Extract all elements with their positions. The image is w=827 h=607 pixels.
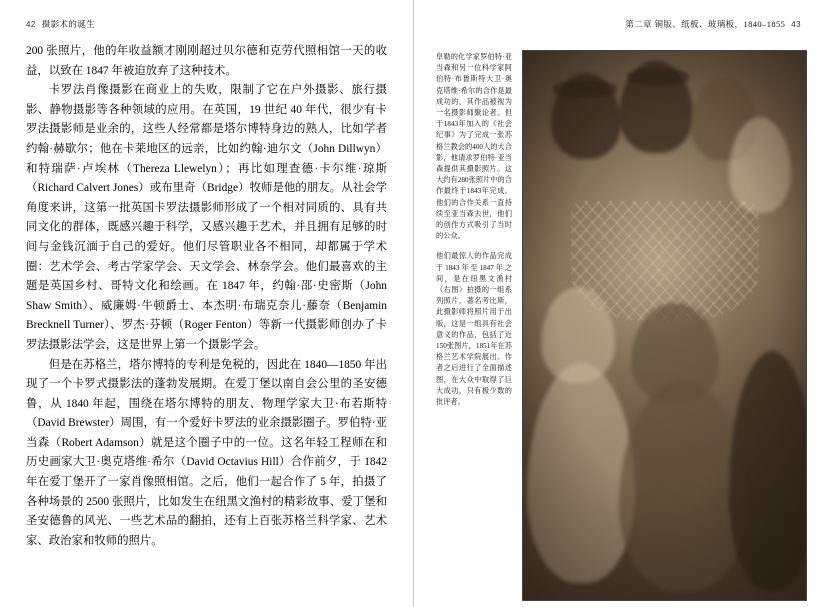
left-running-head-title: 摄影术的诞生 — [41, 19, 96, 29]
right-page — [414, 0, 827, 607]
left-folio: 42 — [26, 20, 36, 29]
margin-note-2: 他们最惊人的作品完成于1843年至1847年之间，是在纽黑文渔村（右图）拍摄的一组系列照片，著名考比斯，此摄影师将照片用于出版，这是一组具有社会意义的作品，包括了近150张图片，1851年在苏格兰艺术学院展出。作者之后进行了全面描述图，在大众中取得了巨大成功，只有极少数的批评者。 — [436, 252, 512, 407]
right-folio: 43 — [791, 20, 801, 29]
margin-note-1: 阜勒的化学家罗伯特·亚当森和另一位科学家阿伯特·布鲁斯特大卫·奥克塔维·希尔的合作是最成功的，其作品被视为一名摄影师聚论者。但于1843年加入的《社会纪事》为了完成一张苏格兰教会的400人的大合影，他请求罗伯特·亚当森提供其摄影照片。这大约有280张照片中的合作最终于1843年完成。他们的合作关系一直持续至亚当森去世，他们的创作方式吸引了当时的公众。 — [436, 53, 512, 241]
left-page — [0, 0, 413, 607]
right-running-head — [436, 18, 801, 32]
paragraph-1: 200 张照片，他的年收益额才刚刚超过贝尔德和克劳代照相馆一天的收益，以致在 1847 年被迫放弃了这种技术。 — [26, 45, 387, 77]
photo-vignette — [523, 51, 806, 600]
right-running-head-title: 第二章 铜版、纸板、玻璃板，1840–1855 — [625, 19, 786, 29]
paragraph-2: 卡罗法肖像摄影在商业上的失败，限制了它在户外摄影、旅行摄影、静物摄影等各种领域的应用。在英国，19 世纪 40 年代，很少有卡罗法摄影师是业余的，这些人经常都是塔尔博特身边的熟人，比如学者约翰·赫歇尔；他在卡莱地区的远亲，比如约翰·迪尔文（John Dillwyn）和特瑞萨·卢埃林（Thereza Llewelyn）；再比如理查德·卡尔维·琼斯（Richard Calvert Jones）或布里奇（Bridge）牧师是他的朋友。从社会学角度来讲，这第一批英国卡罗法摄影师形成了一个相对同质的、具有共同文化的群体，既感兴趣于科学，又感兴趣于艺术，并且拥有足够的时间与金钱沉湎于自己的爱好。他们尽管职业各不相同，却都属于学术圈：艺术学会、考古学家学会、天文学会、林奈学会。他们最喜欢的主题是英国乡村、哥特文化和绘画。在 1847 年，约翰·邵·史密斯（John Shaw Smith）、威廉姆·牛顿爵士、本杰明·布瑞克奈儿·藤奈（Benjamin Brecknell Turner）、罗杰·芬顿（Roger Fenton）等新一代摄影师创办了卡罗法摄影法学会，这是世界上第一个摄影学会。 — [26, 84, 387, 351]
photograph-plate — [522, 50, 807, 601]
left-body-text — [26, 42, 387, 551]
margin-notes-column — [436, 52, 512, 417]
paragraph-3: 但是在苏格兰，塔尔博特的专利是免税的，因此在 1840—1850 年出现了一个卡罗式摄影法的蓬勃发展期。在爱丁堡以南自会公里的圣安德鲁，从 1840 年起，围绕在塔尔博特的朋友、物理学家大卫·布若斯特（David Brewster）周围，有一个爱好卡罗法的业余摄影圈子。罗伯特·亚当森（Robert Adamson）就是这个圈子中的一位。这名年轻工程师在和历史画家大卫·奥克塔维·希尔（David Octavius Hill）合作前夕，于 1842 年在爱丁堡开了一家肖像照相馆。之后，他们一起合作了 5 年，拍摄了各种场景的 2500 张照片，比如发生在纽黑文渔村的精彩故事、爱丁堡和圣安德鲁的风光、一些艺术品的翻拍，还有上百张苏格兰科学家、艺术家、政治家和牧师的照片。 — [26, 358, 387, 547]
left-running-head — [26, 18, 387, 32]
